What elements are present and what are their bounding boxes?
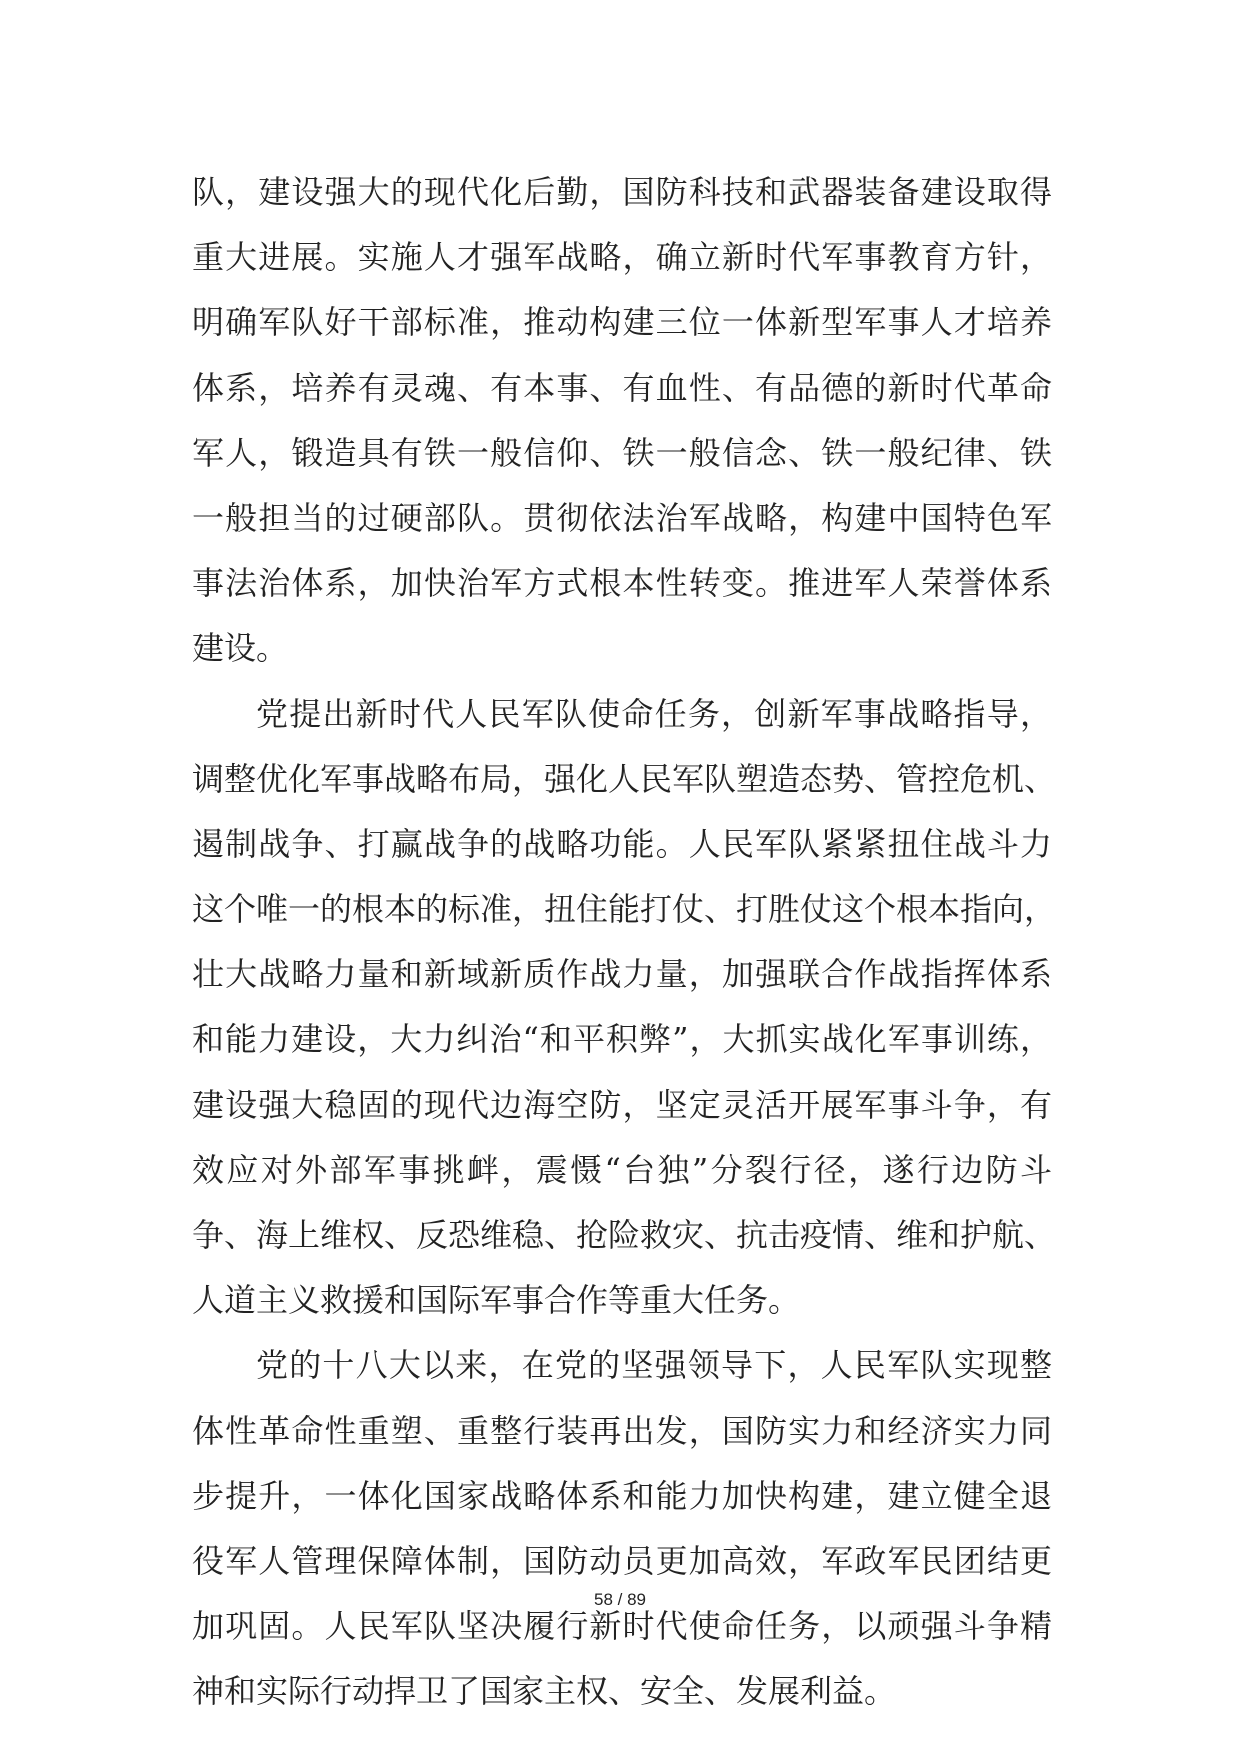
text-line: 加巩固。人民军队坚决履行新时代使命任务，以顽强斗争精 xyxy=(192,1607,1052,1646)
text-line: 和能力建设，大力纠治“和平积弊”，大抓实战化军事训练， xyxy=(192,1020,1052,1059)
text-line: 调整优化军事战略布局，强化人民军队塑造态势、管控危机、 xyxy=(192,759,1057,798)
text-line: 党的十八大以来，在党的坚强领导下，人民军队实现整 xyxy=(256,1346,1052,1385)
text-line: 重大进展。实施人才强军战略，确立新时代军事教育方针， xyxy=(192,238,1052,277)
text-line: 明确军队好干部标准，推动构建三位一体新型军事人才培养 xyxy=(192,303,1052,342)
text-line: 效应对外部军事挑衅，震慑“台独”分裂行径，遂行边防斗 xyxy=(192,1150,1052,1189)
text-line: 体系，培养有灵魂、有本事、有血性、有品德的新时代革命 xyxy=(192,368,1052,407)
text-line: 体性革命性重塑、重整行装再出发，国防实力和经济实力同 xyxy=(192,1411,1052,1450)
text-line: 这个唯一的根本的标准，扭住能打仗、打胜仗这个根本指向， xyxy=(192,890,1057,929)
text-line: 一般担当的过硬部队。贯彻依法治军战略，构建中国特色军 xyxy=(192,498,1052,537)
text-line: 遏制战争、打赢战争的战略功能。人民军队紧紧扭住战斗力 xyxy=(192,824,1052,863)
text-line: 人道主义救援和国际军事合作等重大任务。 xyxy=(192,1281,801,1320)
text-line: 军人，锻造具有铁一般信仰、铁一般信念、铁一般纪律、铁 xyxy=(192,433,1052,472)
text-line: 役军人管理保障体制，国防动员更加高效，军政军民团结更 xyxy=(192,1541,1052,1580)
page-number: 58 / 89 xyxy=(594,1590,646,1609)
text-line: 争、海上维权、反恐维稳、抢险救灾、抗击疫情、维和护航、 xyxy=(192,1216,1057,1254)
text-line: 队，建设强大的现代化后勤，国防科技和武器装备建设取得 xyxy=(192,173,1052,211)
text-line: 步提升，一体化国家战略体系和能力加快构建，建立健全退 xyxy=(192,1476,1052,1515)
text-line: 党提出新时代人民军队使命任务，创新军事战略指导， xyxy=(256,694,1052,733)
text-line: 神和实际行动捍卫了国家主权、安全、发展利益。 xyxy=(192,1672,897,1711)
text-line: 建设强大稳固的现代边海空防，坚定灵活开展军事斗争，有 xyxy=(192,1085,1052,1124)
text-line: 壮大战略力量和新域新质作战力量，加强联合作战指挥体系 xyxy=(192,955,1052,994)
text-line: 建设。 xyxy=(192,629,289,668)
text-line: 事法治体系，加快治军方式根本性转变。推进军人荣誉体系 xyxy=(192,564,1052,603)
body-text xyxy=(192,160,1057,1725)
